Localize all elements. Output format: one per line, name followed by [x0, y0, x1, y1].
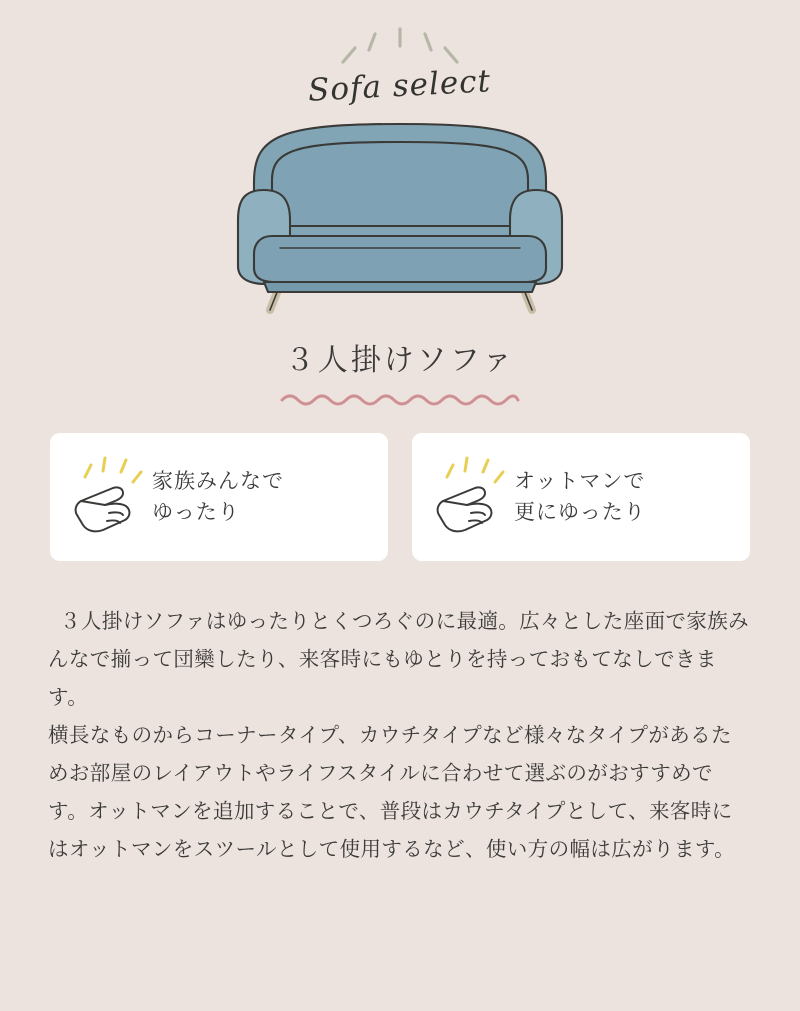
wavy-underline — [280, 391, 520, 407]
pointing-hand-icon — [66, 455, 152, 539]
three-seater-sofa-illustration — [220, 112, 580, 327]
feature-card-line: 家族みんなで — [152, 469, 284, 493]
feature-card[interactable] — [50, 433, 388, 561]
feature-card-line: ゆったり — [152, 501, 240, 524]
body-paragraph: ３人掛けソファはゆったりとくつろぐのに最適。広々とした座面で家族みんなで揃って団欒したり、来客時にもゆとりを持っておもてなしできます。 — [48, 610, 750, 709]
title-area — [0, 335, 800, 407]
feature-card-list — [0, 433, 800, 561]
sofa-illustration-wrap — [0, 112, 800, 327]
pointing-hand-icon — [428, 455, 514, 539]
header-logo-area — [0, 0, 800, 109]
logo-text: Sofa select — [307, 63, 493, 109]
body-paragraph: 横長なものからコーナータイプ、カウチタイプなど様々なタイプがあるためお部屋のレイアウトやライフスタイルに合わせて選ぶのがおすすめです。オットマンを追加することで、普段はカウチタイプとして、来客時にはオットマンをスツールとして使用するなど、使い方の幅は広がります。 — [48, 723, 736, 861]
feature-card-label — [152, 466, 284, 529]
body-copy — [48, 603, 752, 868]
feature-card-line: 更にゆったり — [514, 501, 646, 524]
feature-card-line: オットマンで — [514, 469, 646, 493]
feature-card-label — [514, 466, 646, 529]
feature-card[interactable] — [412, 433, 750, 561]
page-title: ３人掛けソファ — [284, 344, 516, 377]
